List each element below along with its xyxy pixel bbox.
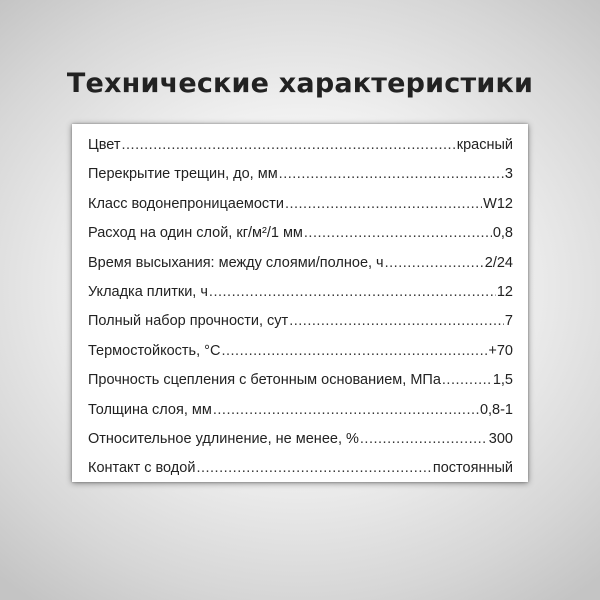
spec-row-drying-time: [88, 249, 513, 278]
spec-label: Укладка плитки, ч: [88, 283, 208, 300]
spec-row-tiling: [88, 278, 513, 307]
dot-leader: [213, 396, 479, 425]
dot-leader: [221, 337, 487, 366]
dot-leader: [304, 219, 492, 248]
dot-leader: [442, 366, 492, 395]
spec-value: 7: [504, 313, 513, 330]
spec-row-water-contact: [88, 454, 513, 483]
spec-row-elongation: [88, 425, 513, 454]
spec-row-color: [88, 131, 513, 160]
spec-row-full-strength: [88, 307, 513, 336]
dot-leader: [279, 160, 504, 189]
spec-label: Относительное удлинение, не менее, %: [88, 430, 359, 447]
spec-label: Толщина слоя, мм: [88, 401, 212, 418]
spec-label: Термостойкость, °С: [88, 342, 221, 359]
spec-value: постоянный: [432, 460, 513, 477]
dot-leader: [209, 278, 496, 307]
spec-value: W12: [483, 195, 513, 212]
spec-row-consumption: [88, 219, 513, 248]
spec-value: 300: [488, 430, 513, 447]
dot-leader: [285, 190, 482, 219]
spec-label: Перекрытие трещин, до, мм: [88, 166, 278, 183]
spec-row-heat-resistance: [88, 337, 513, 366]
spec-row-layer-thickness: [88, 396, 513, 425]
spec-label: Класс водонепроницаемости: [88, 195, 284, 212]
dot-leader: [385, 249, 484, 278]
spec-value: 0,8-1: [479, 401, 513, 418]
spec-value: 3: [504, 166, 513, 183]
spec-value: 2/24: [484, 254, 513, 271]
dot-leader: [122, 131, 456, 160]
spec-value: 1,5: [492, 372, 513, 389]
spec-label: Прочность сцепления с бетонным основанием, МПа: [88, 372, 441, 389]
spec-label: Время высыхания: между слоями/полное, ч: [88, 254, 384, 271]
dot-leader: [196, 454, 431, 483]
spec-row-crack-bridging: [88, 160, 513, 189]
spec-label: Полный набор прочности, сут: [88, 313, 289, 330]
spec-label: Контакт с водой: [88, 460, 196, 477]
spec-label: Цвет: [88, 137, 121, 153]
dot-leader: [360, 425, 488, 454]
spec-value: 12: [496, 283, 513, 300]
spec-row-waterproof-class: [88, 190, 513, 219]
spec-value: +70: [488, 342, 513, 359]
page-title: Технические характеристики: [66, 68, 534, 99]
spec-table: [72, 124, 528, 482]
spec-value: красный: [456, 137, 513, 153]
spec-row-adhesion: [88, 366, 513, 395]
spec-value: 0,8: [492, 225, 513, 242]
spec-label: Расход на один слой, кг/м²/1 мм: [88, 225, 303, 242]
dot-leader: [289, 307, 504, 336]
